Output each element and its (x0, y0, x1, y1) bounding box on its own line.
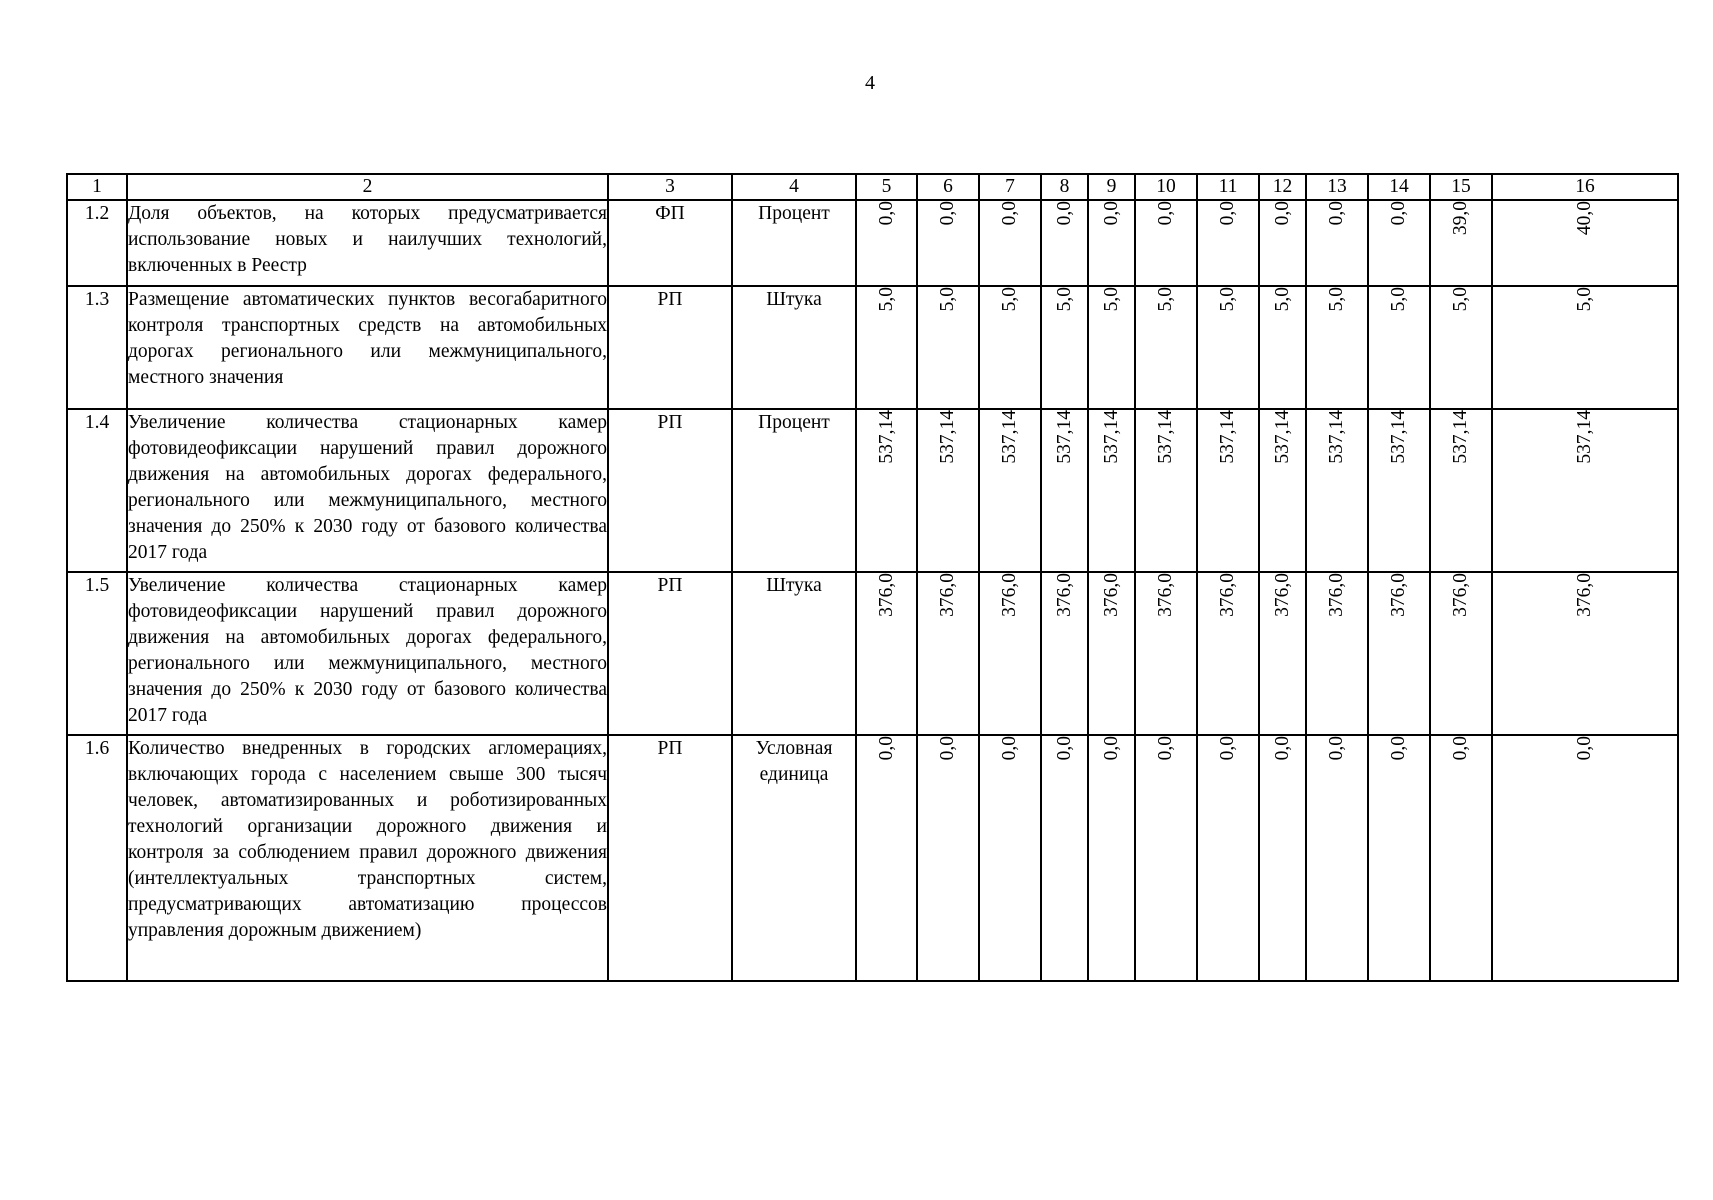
value-cell (1430, 735, 1492, 981)
unit-of-measure: Процент (732, 409, 856, 572)
value-text: 0,0 (1450, 736, 1471, 761)
value-cell (979, 200, 1041, 286)
value-text: 537,14 (1271, 410, 1293, 464)
value-cell (856, 286, 917, 409)
value-text: 0,0 (1388, 736, 1409, 761)
project-code: РП (608, 286, 732, 409)
page-number: 4 (865, 72, 875, 94)
value-text: 0,0 (1217, 201, 1238, 226)
value-cell (1368, 572, 1430, 735)
column-header: 10 (1135, 174, 1197, 200)
value-text: 0,0 (875, 736, 897, 761)
value-text: 0,0 (1155, 201, 1176, 226)
value-text: 537,14 (937, 410, 958, 464)
value-cell (1368, 735, 1430, 981)
value-cell (1430, 572, 1492, 735)
column-header: 15 (1430, 174, 1492, 200)
row-number: 1.6 (67, 735, 127, 981)
value-cell (1197, 735, 1259, 981)
indicators-table (66, 173, 1679, 982)
value-text: 5,0 (1450, 287, 1471, 312)
row-number: 1.5 (67, 572, 127, 735)
project-code: РП (608, 572, 732, 735)
value-cell (979, 735, 1041, 981)
value-cell (1430, 409, 1492, 572)
value-text: 376,0 (937, 573, 958, 617)
value-text: 0,0 (1100, 736, 1122, 761)
table-header-row (67, 174, 1678, 200)
value-text: 39,0 (1450, 201, 1471, 236)
project-code: ФП (608, 200, 732, 286)
value-text: 0,0 (1574, 736, 1595, 761)
column-header: 3 (608, 174, 732, 200)
column-header: 1 (67, 174, 127, 200)
value-cell (917, 572, 979, 735)
column-header: 6 (917, 174, 979, 200)
value-text: 40,0 (1574, 201, 1595, 236)
value-cell (917, 409, 979, 572)
value-text: 5,0 (1053, 287, 1075, 312)
value-cell (979, 286, 1041, 409)
column-header: 7 (979, 174, 1041, 200)
value-text: 0,0 (1388, 201, 1409, 226)
value-text: 537,14 (1155, 410, 1176, 464)
value-cell (1368, 286, 1430, 409)
value-cell (1088, 286, 1135, 409)
row-number: 1.2 (67, 200, 127, 286)
value-text: 376,0 (1271, 573, 1293, 617)
value-text: 5,0 (1100, 287, 1122, 312)
project-code: РП (608, 409, 732, 572)
value-cell (1306, 286, 1368, 409)
value-cell (917, 286, 979, 409)
value-text: 5,0 (1326, 287, 1347, 312)
value-cell (1430, 200, 1492, 286)
indicator-name: Размещение автоматических пунктов весогабаритного контроля транспортных средств на автомобильных дорогах регионального или межмуниципального, местного значения (127, 286, 608, 409)
value-text: 0,0 (1271, 736, 1293, 761)
value-text: 0,0 (937, 201, 958, 226)
value-cell (1088, 200, 1135, 286)
value-text: 376,0 (1053, 573, 1075, 617)
value-cell (856, 409, 917, 572)
value-cell (917, 735, 979, 981)
unit-of-measure: Процент (732, 200, 856, 286)
value-text: 5,0 (1155, 287, 1176, 312)
value-cell (1088, 572, 1135, 735)
value-text: 0,0 (999, 201, 1020, 226)
value-cell (1259, 200, 1306, 286)
value-text: 5,0 (875, 287, 897, 312)
value-text: 0,0 (937, 736, 958, 761)
project-code: РП (608, 735, 732, 981)
value-text: 537,14 (1326, 410, 1347, 464)
value-text: 537,14 (1053, 410, 1075, 464)
value-cell (1135, 572, 1197, 735)
value-cell (1259, 286, 1306, 409)
column-header: 16 (1492, 174, 1678, 200)
value-text: 0,0 (1100, 201, 1122, 226)
column-header: 8 (1041, 174, 1088, 200)
value-text: 376,0 (1155, 573, 1176, 617)
value-text: 376,0 (875, 573, 897, 617)
value-text: 537,14 (1217, 410, 1238, 464)
value-cell (1492, 286, 1678, 409)
column-header: 14 (1368, 174, 1430, 200)
value-text: 5,0 (1271, 287, 1293, 312)
value-cell (1041, 572, 1088, 735)
value-text: 5,0 (1574, 287, 1595, 312)
value-cell (1368, 409, 1430, 572)
value-text: 5,0 (1388, 287, 1409, 312)
value-text: 0,0 (999, 736, 1020, 761)
value-text: 0,0 (1326, 201, 1347, 226)
value-text: 376,0 (1574, 573, 1595, 617)
value-cell (1197, 572, 1259, 735)
indicator-name: Количество внедренных в городских агломерациях, включающих города с населением свыше 300 тысяч человек, автоматизированных и роботизированных технологий организации дорожного движения и контроля за соблюдением правил дорожного движения (интеллектуальных транспортных систем, предусматривающих автоматизацию процессов управления дорожным движением) (127, 735, 608, 981)
column-header: 11 (1197, 174, 1259, 200)
table-row (67, 286, 1678, 409)
column-header: 4 (732, 174, 856, 200)
value-cell (1259, 409, 1306, 572)
value-cell (1306, 409, 1368, 572)
row-number: 1.3 (67, 286, 127, 409)
value-cell (1306, 572, 1368, 735)
value-cell (1041, 286, 1088, 409)
indicator-name: Увеличение количества стационарных камер фотовидеофиксации нарушений правил дорожного движения на автомобильных дорогах федерального, регионального или межмуниципального, местного значения до 250% к 2030 году от базового количества 2017 года (127, 572, 608, 735)
value-cell (1041, 735, 1088, 981)
value-text: 376,0 (1450, 573, 1471, 617)
value-cell (1430, 286, 1492, 409)
value-cell (856, 200, 917, 286)
value-text: 0,0 (1271, 201, 1293, 226)
table-row (67, 735, 1678, 981)
value-text: 0,0 (1053, 736, 1075, 761)
column-header: 5 (856, 174, 917, 200)
value-cell (1259, 572, 1306, 735)
value-text: 5,0 (1217, 287, 1238, 312)
value-cell (1041, 200, 1088, 286)
value-cell (1492, 409, 1678, 572)
value-cell (1492, 572, 1678, 735)
value-text: 5,0 (937, 287, 958, 312)
indicator-name: Доля объектов, на которых предусматривается использование новых и наилучших технологий, включенных в Реестр (127, 200, 608, 286)
value-text: 537,14 (1450, 410, 1471, 464)
row-number: 1.4 (67, 409, 127, 572)
unit-of-measure: Условная единица (732, 735, 856, 981)
value-cell (1088, 409, 1135, 572)
value-cell (1368, 200, 1430, 286)
value-cell (1306, 735, 1368, 981)
value-cell (1088, 735, 1135, 981)
value-text: 376,0 (1388, 573, 1409, 617)
value-cell (1492, 735, 1678, 981)
column-header: 13 (1306, 174, 1368, 200)
value-text: 5,0 (999, 287, 1020, 312)
value-text: 0,0 (1217, 736, 1238, 761)
value-cell (917, 200, 979, 286)
value-text: 537,14 (999, 410, 1020, 464)
value-cell (1041, 409, 1088, 572)
value-text: 376,0 (1100, 573, 1122, 617)
value-cell (1197, 200, 1259, 286)
value-cell (1135, 286, 1197, 409)
column-header: 9 (1088, 174, 1135, 200)
value-cell (979, 572, 1041, 735)
value-cell (979, 409, 1041, 572)
value-cell (1259, 735, 1306, 981)
column-header: 12 (1259, 174, 1306, 200)
value-cell (856, 735, 917, 981)
value-cell (1135, 409, 1197, 572)
table-row (67, 572, 1678, 735)
value-cell (1197, 409, 1259, 572)
unit-of-measure: Штука (732, 286, 856, 409)
value-cell (1135, 200, 1197, 286)
value-cell (856, 572, 917, 735)
value-text: 376,0 (999, 573, 1020, 617)
indicator-name: Увеличение количества стационарных камер фотовидеофиксации нарушений правил дорожного движения на автомобильных дорогах федерального, регионального или межмуниципального, местного значения до 250% к 2030 году от базового количества 2017 года (127, 409, 608, 572)
value-text: 537,14 (875, 410, 897, 464)
column-header: 2 (127, 174, 608, 200)
value-text: 537,14 (1574, 410, 1595, 464)
value-text: 376,0 (1217, 573, 1238, 617)
value-text: 0,0 (1053, 201, 1075, 226)
value-text: 0,0 (875, 201, 897, 226)
value-cell (1135, 735, 1197, 981)
value-text: 376,0 (1326, 573, 1347, 617)
unit-of-measure: Штука (732, 572, 856, 735)
value-cell (1492, 200, 1678, 286)
value-text: 0,0 (1326, 736, 1347, 761)
value-text: 537,14 (1100, 410, 1122, 464)
table-row (67, 409, 1678, 572)
value-text: 0,0 (1155, 736, 1176, 761)
value-cell (1197, 286, 1259, 409)
table-row (67, 200, 1678, 286)
value-text: 537,14 (1388, 410, 1409, 464)
value-cell (1306, 200, 1368, 286)
